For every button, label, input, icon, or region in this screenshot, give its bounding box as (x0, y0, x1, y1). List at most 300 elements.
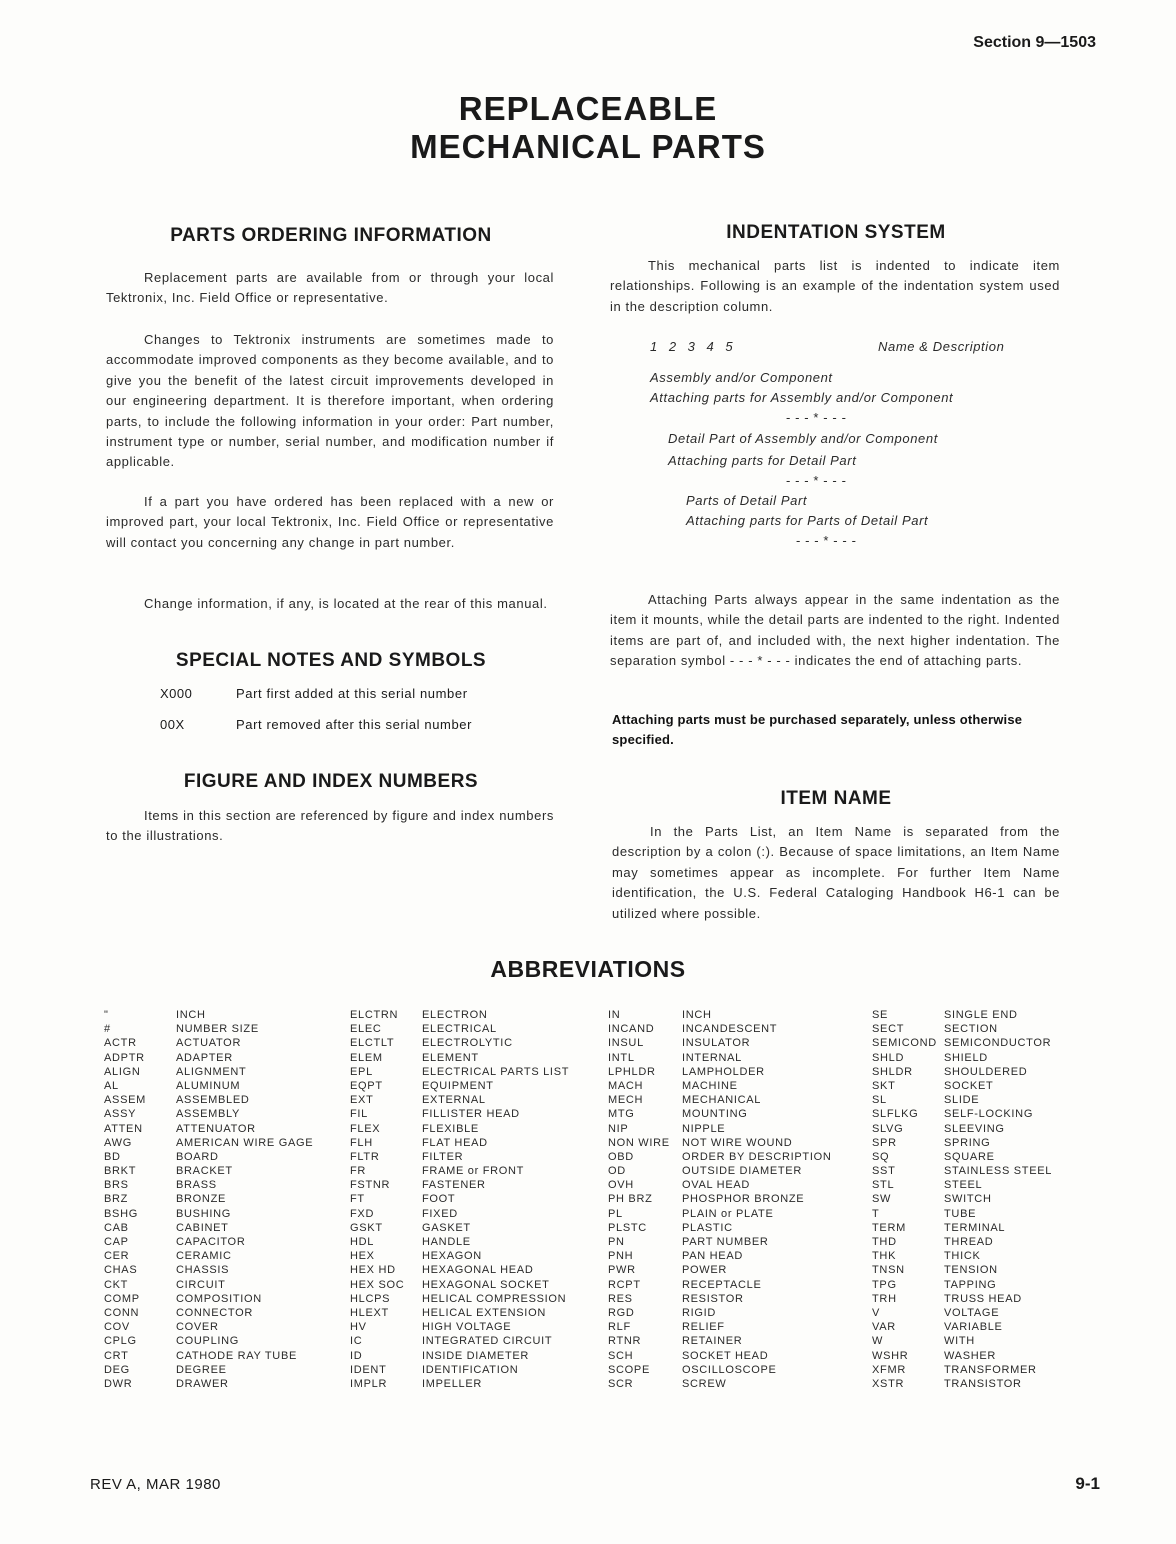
abbreviation-code: XSTR (872, 1377, 905, 1390)
abbreviation-definition: BRASS (176, 1179, 217, 1192)
abbreviation-definition: CERAMIC (176, 1250, 232, 1263)
abbreviation-row (350, 1065, 569, 1079)
abbreviation-code: PL (608, 1207, 623, 1220)
abbreviation-row (350, 1221, 569, 1235)
abbreviation-row (872, 1192, 1052, 1206)
abbreviation-row (104, 1022, 313, 1036)
abbreviation-row (104, 1051, 313, 1065)
abbreviation-code: CAB (104, 1221, 129, 1234)
abbreviation-row (608, 1065, 832, 1079)
abbreviation-row (350, 1278, 569, 1292)
abbreviation-definition: HEXAGON (422, 1250, 482, 1263)
abbreviation-row (608, 1192, 832, 1206)
abbreviations-column-2 (350, 1008, 569, 1391)
indent-line-3: Detail Part of Assembly and/or Component (668, 431, 938, 446)
abbreviation-code: CHAS (104, 1264, 138, 1277)
abbreviation-definition: SELF-LOCKING (944, 1108, 1034, 1121)
figure-index-p1: Items in this section are referenced by figure and index numbers to the illustrations. (106, 808, 554, 844)
abbreviation-code: DWR (104, 1377, 133, 1390)
abbreviation-definition: SOCKET (944, 1079, 994, 1092)
indent-line-4: Attaching parts for Detail Part (668, 453, 857, 468)
abbreviation-row (608, 1079, 832, 1093)
abbreviation-definition: DRAWER (176, 1377, 229, 1390)
abbreviation-definition: STEEL (944, 1179, 983, 1192)
abbreviation-code: RLF (608, 1321, 631, 1334)
abbreviation-row (872, 1207, 1052, 1221)
abbreviation-row (872, 1164, 1052, 1178)
abbreviation-code: EQPT (350, 1079, 383, 1092)
abbreviation-code: INSUL (608, 1037, 644, 1050)
symbol-code-2: 00X (160, 717, 185, 732)
abbreviation-code: SST (872, 1165, 896, 1178)
abbreviation-code: AL (104, 1079, 119, 1092)
abbreviation-code: THK (872, 1250, 897, 1263)
abbreviation-code: PH BRZ (608, 1193, 653, 1206)
abbreviation-row (350, 1192, 569, 1206)
abbreviation-definition: INTERNAL (682, 1051, 742, 1064)
abbreviation-row (872, 1022, 1052, 1036)
abbreviation-definition: ACTUATOR (176, 1037, 242, 1050)
abbreviation-definition: FOOT (422, 1193, 456, 1206)
abbreviations-column-3 (608, 1008, 832, 1391)
abbreviation-definition: FLAT HEAD (422, 1136, 488, 1149)
abbreviation-definition: MECHANICAL (682, 1094, 762, 1107)
abbreviation-row (608, 1377, 832, 1391)
abbreviation-code: OD (608, 1165, 626, 1178)
abbreviation-row (872, 1008, 1052, 1022)
abbreviation-row (350, 1051, 569, 1065)
abbreviation-code: VAR (872, 1321, 896, 1334)
abbreviation-code: CKT (104, 1278, 129, 1291)
abbreviations-column-4 (872, 1008, 1052, 1391)
abbreviation-code: HEX (350, 1250, 375, 1263)
abbreviations-column-1 (104, 1008, 313, 1391)
abbreviation-definition: FILLISTER HEAD (422, 1108, 520, 1121)
abbreviation-row (872, 1334, 1052, 1348)
abbreviation-definition: ATTENUATOR (176, 1122, 256, 1135)
abbreviation-row (608, 1235, 832, 1249)
parts-ordering-p2: Changes to Tektronix instruments are sometimes made to accommodate improved components as they become available, and to give you the benefit of the latest circuit improvements developed in our engineering department. It is therefore important, when ordering parts, to include the following information in your order: Part number, instrument type or number, serial number, and modification number if applicable. (106, 332, 554, 470)
indent-levels: 1 2 3 4 5 (650, 339, 737, 354)
abbreviation-code: ELEM (350, 1051, 383, 1064)
parts-ordering-p1: Replacement parts are available from or through your local Tektronix, Inc. Field Office or representative. (106, 270, 554, 306)
abbreviation-row (350, 1349, 569, 1363)
abbreviation-definition: ADAPTER (176, 1051, 233, 1064)
abbreviation-row (872, 1150, 1052, 1164)
abbreviation-code: GSKT (350, 1221, 383, 1234)
abbreviation-code: BRZ (104, 1193, 129, 1206)
abbreviation-definition: ELECTRON (422, 1009, 488, 1021)
abbreviation-code: BD (104, 1150, 121, 1163)
abbreviation-code: FR (350, 1165, 367, 1178)
abbreviation-code: IMPLR (350, 1377, 388, 1390)
abbreviation-row (608, 1320, 832, 1334)
abbreviation-definition: RECEPTACLE (682, 1278, 762, 1291)
abbreviation-definition: INCH (682, 1009, 712, 1021)
abbreviation-definition: OUTSIDE DIAMETER (682, 1165, 802, 1178)
abbreviation-code: EXT (350, 1094, 374, 1107)
abbreviation-row (608, 1363, 832, 1377)
abbreviation-code: HEX SOC (350, 1278, 405, 1291)
abbreviation-definition: TERMINAL (944, 1221, 1006, 1234)
abbreviation-code: SCH (608, 1349, 634, 1362)
abbreviation-row (104, 1363, 313, 1377)
abbreviation-definition: SHOULDERED (944, 1065, 1028, 1078)
abbreviation-row (104, 1192, 313, 1206)
abbreviation-code: ACTR (104, 1037, 137, 1050)
abbreviation-row (350, 1306, 569, 1320)
abbreviation-definition: SEMICONDUCTOR (944, 1037, 1052, 1050)
abbreviation-definition: CATHODE RAY TUBE (176, 1349, 298, 1362)
abbreviation-row (608, 1207, 832, 1221)
abbreviation-row (350, 1136, 569, 1150)
abbreviation-definition: HEXAGONAL SOCKET (422, 1278, 550, 1291)
abbreviation-row (350, 1263, 569, 1277)
abbreviation-row (350, 1022, 569, 1036)
abbreviation-code: INCAND (608, 1023, 655, 1036)
abbreviation-row (104, 1249, 313, 1263)
abbreviation-definition: FILTER (422, 1150, 464, 1163)
abbreviation-code: NIP (608, 1122, 629, 1135)
abbreviation-code: MTG (608, 1108, 635, 1121)
abbreviation-definition: SINGLE END (944, 1009, 1018, 1021)
abbreviation-code: SW (872, 1193, 892, 1206)
abbreviation-definition: SLIDE (944, 1094, 980, 1107)
abbreviation-definition: FASTENER (422, 1179, 486, 1192)
abbreviation-code: BSHG (104, 1207, 138, 1220)
abbreviation-row (872, 1377, 1052, 1391)
indentation-heading: INDENTATION SYSTEM (726, 222, 946, 243)
abbreviation-definition: SCREW (682, 1377, 727, 1390)
parts-ordering-p4: Change information, if any, is located at the rear of this manual. (144, 596, 548, 611)
abbreviation-code: W (872, 1335, 884, 1348)
abbreviation-code: FLH (350, 1136, 373, 1149)
abbreviation-row (608, 1150, 832, 1164)
abbreviation-definition: ORDER BY DESCRIPTION (682, 1150, 832, 1163)
abbreviation-code: SKT (872, 1079, 896, 1092)
abbreviation-definition: SOCKET HEAD (682, 1349, 769, 1362)
abbreviation-definition: THICK (944, 1250, 981, 1263)
parts-ordering-heading: PARTS ORDERING INFORMATION (170, 225, 492, 246)
title-line-1: REPLACEABLE (458, 90, 718, 127)
abbreviation-row (104, 1334, 313, 1348)
abbreviation-code: XFMR (872, 1363, 906, 1376)
abbreviation-definition: FIXED (422, 1207, 458, 1220)
abbreviation-code: RGD (608, 1306, 635, 1319)
abbreviation-code: TNSN (872, 1264, 905, 1277)
abbreviation-code: " (104, 1009, 109, 1021)
abbreviation-definition: WITH (944, 1335, 975, 1348)
abbreviation-code: SL (872, 1094, 887, 1107)
abbreviation-row (104, 1278, 313, 1292)
abbreviation-row (608, 1249, 832, 1263)
abbreviation-row (872, 1122, 1052, 1136)
abbreviation-row (608, 1221, 832, 1235)
abbreviation-code: IC (350, 1335, 363, 1348)
abbreviation-code: SHLD (872, 1051, 905, 1064)
indentation-p3: Attaching parts must be purchased separately, unless otherwise specified. (612, 712, 1023, 748)
abbreviation-code: CAP (104, 1236, 129, 1248)
abbreviation-code: OBD (608, 1150, 634, 1163)
abbreviation-definition: OVAL HEAD (682, 1179, 751, 1192)
indent-separator-1: - - - * - - - (786, 410, 847, 425)
indent-line-5: Parts of Detail Part (686, 493, 808, 508)
abbreviation-definition: RETAINER (682, 1335, 743, 1348)
abbreviations-heading: ABBREVIATIONS (490, 956, 686, 982)
abbreviation-definition: CABINET (176, 1221, 229, 1234)
abbreviation-code: TRH (872, 1292, 897, 1305)
abbreviation-row (104, 1306, 313, 1320)
abbreviation-row (872, 1292, 1052, 1306)
abbreviation-code: WSHR (872, 1349, 909, 1362)
abbreviation-code: MECH (608, 1094, 644, 1107)
symbol-text-2: Part removed after this serial number (236, 717, 473, 732)
abbreviation-definition: PLASTIC (682, 1221, 733, 1234)
abbreviation-code: SEMICOND (872, 1037, 937, 1050)
abbreviation-code: RES (608, 1292, 633, 1305)
abbreviation-row (872, 1320, 1052, 1334)
abbreviation-definition: MOUNTING (682, 1108, 748, 1121)
abbreviation-definition: BOARD (176, 1150, 219, 1163)
symbol-code-1: X000 (160, 686, 193, 701)
abbreviation-row (104, 1136, 313, 1150)
abbreviation-row (350, 1249, 569, 1263)
abbreviation-row (350, 1122, 569, 1136)
abbreviation-row (608, 1136, 832, 1150)
abbreviation-definition: MACHINE (682, 1079, 738, 1092)
abbreviation-code: FSTNR (350, 1179, 391, 1192)
abbreviation-definition: INCH (176, 1009, 206, 1021)
abbreviation-definition: NOT WIRE WOUND (682, 1136, 793, 1149)
abbreviation-row (872, 1107, 1052, 1121)
abbreviation-row (350, 1320, 569, 1334)
abbreviation-code: ASSY (104, 1108, 137, 1121)
abbreviation-code: AWG (104, 1136, 132, 1149)
abbreviation-code: SE (872, 1009, 889, 1021)
abbreviation-definition: CONNECTOR (176, 1306, 253, 1319)
abbreviation-definition: ALIGNMENT (176, 1065, 247, 1078)
abbreviation-definition: HELICAL EXTENSION (422, 1306, 546, 1319)
abbreviation-definition: VOLTAGE (944, 1306, 1000, 1319)
abbreviation-definition: HANDLE (422, 1236, 471, 1248)
abbreviation-row (872, 1249, 1052, 1263)
abbreviation-definition: INCANDESCENT (682, 1023, 778, 1036)
abbreviation-code: TERM (872, 1221, 906, 1234)
abbreviation-row (608, 1093, 832, 1107)
abbreviation-row (104, 1079, 313, 1093)
abbreviation-definition: INSIDE DIAMETER (422, 1349, 530, 1362)
abbreviation-code: ALIGN (104, 1065, 141, 1078)
abbreviation-definition: BRONZE (176, 1193, 227, 1206)
abbreviation-code: HV (350, 1321, 367, 1334)
abbreviation-definition: SPRING (944, 1136, 991, 1149)
abbreviation-definition: RELIEF (682, 1321, 725, 1334)
abbreviation-definition: FLEXIBLE (422, 1122, 479, 1135)
abbreviation-code: FT (350, 1193, 365, 1206)
abbreviation-code: BRS (104, 1179, 129, 1192)
abbreviation-row (608, 1306, 832, 1320)
page-number: 9-1 (1075, 1474, 1100, 1493)
abbreviation-definition: NUMBER SIZE (176, 1023, 259, 1036)
abbreviation-definition: CHASSIS (176, 1264, 230, 1277)
indentation-p2: Attaching Parts always appear in the same indentation as the item it mounts, while the detail parts are indented to the right. Indented items are part of, and included with, the next higher indentation. The separation symbol - - - * - - - indicates the end of attaching parts. (610, 592, 1060, 669)
abbreviation-row (872, 1349, 1052, 1363)
abbreviation-row (104, 1178, 313, 1192)
abbreviation-code: SECT (872, 1023, 905, 1036)
abbreviation-code: # (104, 1023, 111, 1036)
abbreviation-row (872, 1065, 1052, 1079)
abbreviation-definition: CAPACITOR (176, 1236, 246, 1248)
abbreviation-code: MACH (608, 1079, 644, 1092)
abbreviation-row (350, 1292, 569, 1306)
abbreviation-row (608, 1263, 832, 1277)
abbreviation-row (608, 1022, 832, 1036)
abbreviation-row (350, 1107, 569, 1121)
abbreviation-definition: INTEGRATED CIRCUIT (422, 1335, 553, 1348)
abbreviation-code: V (872, 1306, 881, 1319)
abbreviation-row (104, 1036, 313, 1050)
abbreviation-code: DEG (104, 1363, 130, 1376)
parts-ordering-p3: If a part you have ordered has been replaced with a new or improved part, your local Tektronix, Inc. Field Office or representative will contact you concerning any change in part number. (106, 494, 554, 550)
abbreviation-code: INTL (608, 1051, 635, 1064)
abbreviation-row (608, 1334, 832, 1348)
abbreviation-row (872, 1136, 1052, 1150)
abbreviation-row (872, 1051, 1052, 1065)
abbreviation-definition: STAINLESS STEEL (944, 1165, 1053, 1178)
abbreviation-row (872, 1278, 1052, 1292)
abbreviation-definition: BRACKET (176, 1165, 233, 1178)
abbreviation-code: CONN (104, 1306, 140, 1319)
abbreviation-code: FLEX (350, 1122, 381, 1135)
abbreviation-code: COV (104, 1321, 130, 1334)
abbreviation-row (608, 1008, 832, 1022)
abbreviation-row (608, 1278, 832, 1292)
abbreviation-row (608, 1051, 832, 1065)
abbreviation-row (104, 1107, 313, 1121)
abbreviation-definition: COVER (176, 1321, 219, 1334)
abbreviation-code: PNH (608, 1250, 634, 1263)
abbreviation-row (608, 1122, 832, 1136)
abbreviation-definition: TENSION (944, 1264, 998, 1277)
abbreviation-definition: EXTERNAL (422, 1094, 486, 1107)
abbreviation-row (104, 1008, 313, 1022)
abbreviation-row (608, 1292, 832, 1306)
abbreviation-code: LPHLDR (608, 1065, 656, 1078)
abbreviation-definition: COUPLING (176, 1335, 240, 1348)
abbreviation-row (350, 1334, 569, 1348)
abbreviation-definition: ASSEMBLED (176, 1094, 250, 1107)
abbreviation-definition: TUBE (944, 1207, 977, 1220)
indent-separator-3: - - - * - - - (796, 533, 857, 548)
abbreviation-row (350, 1178, 569, 1192)
figure-index-heading: FIGURE AND INDEX NUMBERS (183, 771, 479, 792)
abbreviation-definition: ELECTROLYTIC (422, 1037, 513, 1050)
abbreviation-definition: PAN HEAD (682, 1250, 744, 1263)
abbreviation-row (872, 1306, 1052, 1320)
abbreviation-definition: PLAIN or PLATE (682, 1207, 774, 1220)
abbreviation-definition: TRANSFORMER (944, 1363, 1037, 1376)
abbreviation-definition: HEXAGONAL HEAD (422, 1264, 534, 1277)
abbreviation-definition: EQUIPMENT (422, 1079, 494, 1092)
abbreviation-code: ELCTRN (350, 1009, 399, 1021)
abbreviation-row (350, 1207, 569, 1221)
abbreviation-definition: TAPPING (944, 1278, 997, 1291)
abbreviation-definition: SHIELD (944, 1051, 988, 1064)
abbreviation-row (350, 1235, 569, 1249)
abbreviation-definition: BUSHING (176, 1207, 232, 1220)
abbreviation-code: RTNR (608, 1335, 642, 1348)
abbreviation-code: EPL (350, 1065, 373, 1078)
abbreviation-row (608, 1036, 832, 1050)
abbreviation-definition: CIRCUIT (176, 1278, 226, 1291)
abbreviation-row (608, 1349, 832, 1363)
abbreviation-definition: WASHER (944, 1349, 997, 1362)
abbreviation-code: IN (608, 1009, 621, 1021)
item-name-p1: In the Parts List, an Item Name is separated from the description by a colon (:). Because of space limitations, an Item Name may sometimes appear as incomplete. For further Item Name identification, the U.S. Federal Cataloging Handbook H6-1 can be utilized where possible. (612, 824, 1060, 921)
abbreviation-definition: RIGID (682, 1306, 717, 1319)
abbreviation-definition: DEGREE (176, 1363, 227, 1376)
indentation-p1: This mechanical parts list is indented to indicate item relationships. Following is an example of the indentation system used in the description column. (610, 258, 1060, 314)
indent-separator-2: - - - * - - - (786, 473, 847, 488)
abbreviation-row (872, 1093, 1052, 1107)
abbreviation-row (608, 1107, 832, 1121)
abbreviation-definition: FRAME or FRONT (422, 1165, 525, 1178)
abbreviation-row (350, 1377, 569, 1391)
abbreviation-code: COMP (104, 1292, 140, 1305)
abbreviation-code: PN (608, 1236, 625, 1248)
abbreviation-row (104, 1065, 313, 1079)
abbreviation-code: SCR (608, 1377, 634, 1390)
abbreviation-definition: LAMPHOLDER (682, 1065, 765, 1078)
abbreviation-definition: ELECTRICAL (422, 1023, 497, 1036)
indent-line-1: Assembly and/or Component (650, 370, 833, 385)
abbreviation-definition: GASKET (422, 1221, 471, 1234)
indent-line-6: Attaching parts for Parts of Detail Part (686, 513, 929, 528)
abbreviation-code: HEX HD (350, 1264, 396, 1277)
abbreviation-row (104, 1292, 313, 1306)
abbreviation-code: ID (350, 1349, 363, 1362)
page-title (0, 90, 1176, 166)
abbreviation-code: RCPT (608, 1278, 641, 1291)
abbreviation-row (872, 1363, 1052, 1377)
symbol-text-1: Part first added at this serial number (236, 686, 468, 701)
abbreviation-row (350, 1036, 569, 1050)
abbreviation-definition: IMPELLER (422, 1377, 483, 1390)
abbreviation-row (104, 1164, 313, 1178)
abbreviation-code: SQ (872, 1150, 890, 1163)
abbreviation-definition: HELICAL COMPRESSION (422, 1292, 567, 1305)
abbreviation-row (350, 1150, 569, 1164)
abbreviation-code: HLEXT (350, 1306, 389, 1319)
abbreviation-row (872, 1235, 1052, 1249)
abbreviation-code: PWR (608, 1264, 636, 1277)
abbreviation-definition: HIGH VOLTAGE (422, 1321, 512, 1334)
abbreviation-code: SPR (872, 1136, 897, 1149)
abbreviation-definition: POWER (682, 1264, 728, 1277)
abbreviation-code: NON WIRE (608, 1136, 670, 1149)
abbreviation-row (104, 1349, 313, 1363)
abbreviation-code: TPG (872, 1278, 897, 1291)
abbreviation-code: HDL (350, 1236, 375, 1248)
abbreviation-row (104, 1377, 313, 1391)
abbreviation-row (104, 1235, 313, 1249)
abbreviation-code: CPLG (104, 1335, 137, 1348)
abbreviation-code: HLCPS (350, 1292, 391, 1305)
abbreviation-definition: VARIABLE (944, 1321, 1003, 1334)
abbreviation-definition: SECTION (944, 1023, 998, 1036)
abbreviation-definition: OSCILLOSCOPE (682, 1363, 777, 1376)
abbreviation-definition: RESISTOR (682, 1292, 744, 1305)
